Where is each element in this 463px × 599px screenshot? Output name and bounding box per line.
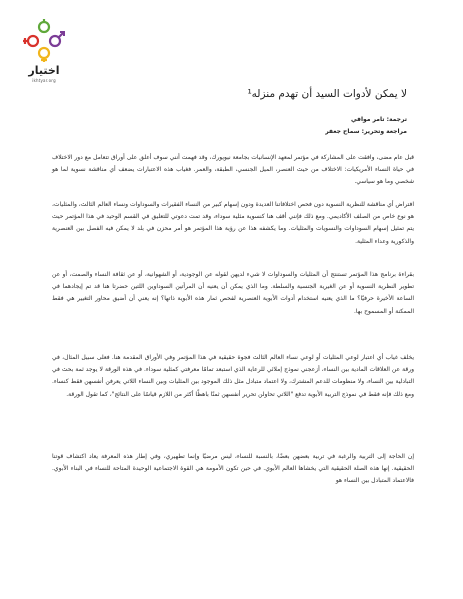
logo-subtitle: ikhtyar.org <box>32 78 56 83</box>
yellow-gender-symbol-icon <box>39 48 49 62</box>
translation-credit: ترجمة: تامر موافي <box>350 116 407 123</box>
paragraph-3: بقراءة برنامج هذا المؤتمر تستنتج أن المثليات والسوداوات لا شيء لديهن لقوله عن الوجودية، أو الشهوانية، أو عن ثقافة النساء والصمت، أو عن تطوير النظرية النسوية أو عن الغيرية الجنسية والسلطة. وما الذي يمكن أن يعنيه أن المرأتين السوداوين اللتين حضرتا هنا قد تم إيجادهما في الساعة الأخيرة حرفيًا؟ ما الذي يعنيه استخدام أدوات الأبوية العنصرية لفحص ثمار هذه الأبوية ذاتها؟ إنه يعني أن أضيق محاور التغيير هي فقط الممكنة أو المسموح بها. <box>52 271 414 315</box>
purple-gender-symbol-icon <box>50 32 64 46</box>
article-title: لا يمكن لأدوات السيد أن تهدم منزله¹ <box>247 88 407 100</box>
paragraph-5: إن الحاجة إلى التربية والرغبة في تربية بعضهن بعضًا، بالنسبة للنساء، ليس مرضيًا وإنما تطهيري، وفي إطار هذه المعرفة يعاد اكتشاف قوتنا الحقيقية. إنها هذه الصلة الحقيقية التي يخشاها العالم الأبوي. في حين تكون الأمومة هي القوة الاجتماعية الوحيدة المتاحة للنساء في البناء الأبوي. فالاعتماد المتبادل بين النساء هو <box>52 453 414 485</box>
green-gender-symbol-icon <box>39 19 49 32</box>
red-gender-symbol-icon <box>23 36 38 46</box>
gender-symbols-logo-icon <box>22 18 66 62</box>
paragraph-1: قبل عام مضى، وافقت على المشاركة في مؤتمر لمعهد الإنسانيات بجامعة نيويورك، وقد فهمت أنني سوف أعلق على أوراق تتعامل مع دور الاختلاف في حياة النساء الأمريكيات: الاختلاف من حيث العنصر، الميل الجنسي، الطبقة، والعمر. فغياب هذه الاعتبارات يضعف أي مناقشة نسوية لما هو شخصي وما هو سياسي. <box>52 154 414 186</box>
logo-wordmark: اختيار <box>28 64 60 77</box>
editing-credit: مراجعة وتحرير: سماح جعفر <box>325 128 407 135</box>
paragraph-4: يخلف غياب أي اعتبار لوعي المثليات أو لوعي نساء العالم الثالث فجوة حقيقية في هذا المؤتمر وفي الأوراق المقدمة هنا. فعلى سبيل المثال، في ورقة عن العلاقات المادية بين النساء، أزعجني نموذج إملائي للرعاية الذي استبعد تمامًا معرفتي كمثلية سوداء. في هذه الورقة لا يوجد ثمة بحث في التبادلية بين النساء، ولا منظومات للدعم المشترك، ولا اعتماد متبادل مثل ذلك الموجود بين المثليات وبين النساء اللاتي يعرفن أنفسهن فقط كنساء. ومع ذلك فإنه فقط في نموذج التربية الأبوية تدفع "اللاتي تحاولن تحرير أنفسهن ثمنًا باهظًا أكثر من اللازم قياسًا على النتائج"، كما تقول الورقة. <box>52 354 414 398</box>
ikhtyar-logo <box>22 18 66 88</box>
paragraph-2: افتراض أي مناقشة للنظرية النسوية دون فحص اختلافاتنا العديدة ودون إسهام كبير من النساء الفقيرات والسوداوات ونساء العالم الثالث، والمثليات، هو نوع خاص من الصلف الأكاديمي. ومع ذلك فإنني أقف هنا كنسوية مثلية سوداء، وقد تمت دعوتي للتعليق في القسم الوحيد في هذا المؤتمر حيث يتم تمثيل إسهام السوداوات والنسويات والمثليات. وما يكشفه هذا عن رؤية هذا المؤتمر هو أمر محزن في بلد لا يمكن فيه الفصل بين العنصرية والذكورية وعداء المثلية. <box>52 201 414 245</box>
